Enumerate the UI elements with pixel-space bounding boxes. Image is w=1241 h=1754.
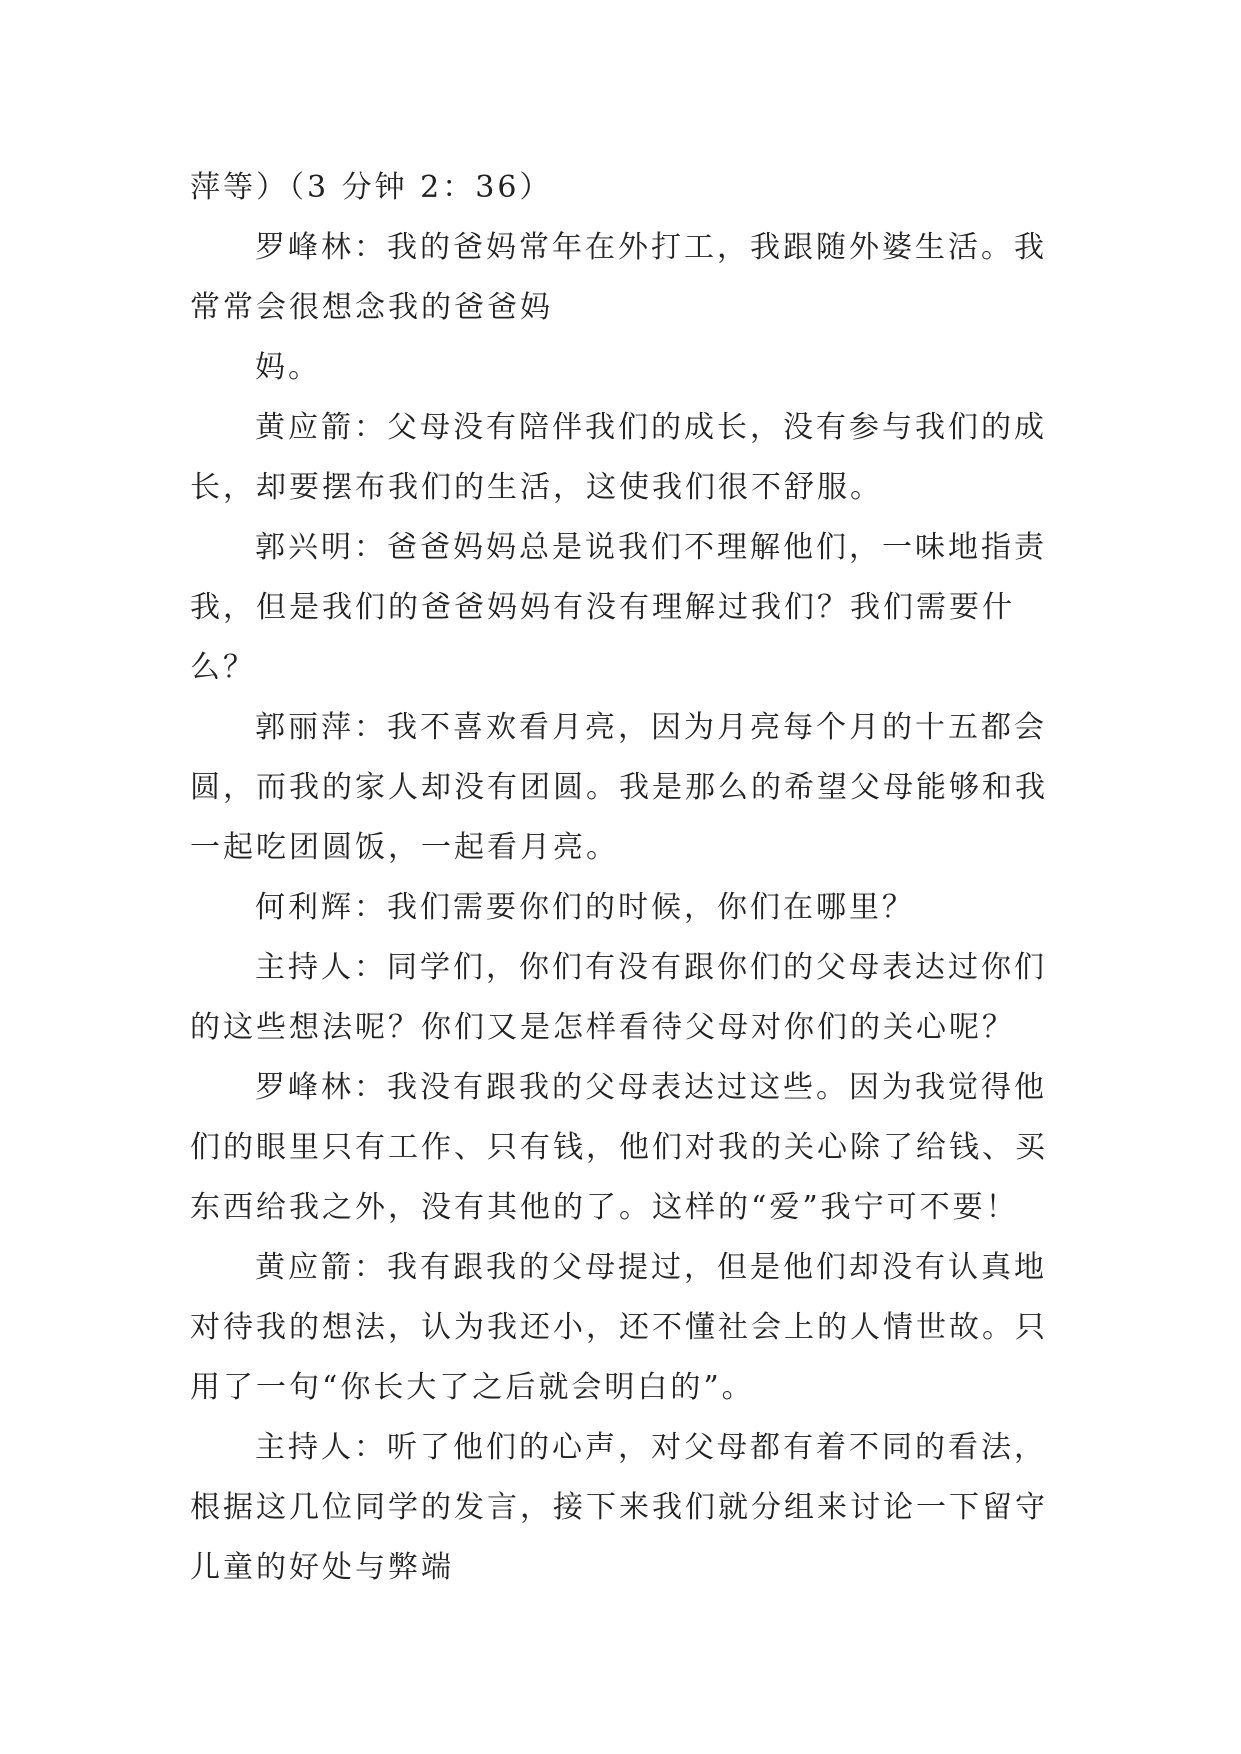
text-line: 郭兴明：爸爸妈妈总是说我们不理解他们，一味地指责 [255, 530, 1047, 565]
text-line: 用了一句“你长大了之后就会明白的”。 [190, 1370, 755, 1405]
text-line: 妈。 [255, 350, 321, 385]
text-line: 主持人：同学们，你们有没有跟你们的父母表达过你们 [255, 950, 1047, 985]
text-line: 罗峰林：我没有跟我的父母表达过这些。因为我觉得他 [255, 1070, 1047, 1105]
text-line: 的这些想法呢？你们又是怎样看待父母对你们的关心呢？ [190, 1010, 1015, 1045]
document-body [190, 158, 1050, 1598]
text-line: 东西给我之外，没有其他的了。这样的“爱”我宁可不要！ [190, 1190, 1019, 1225]
text-line: 萍等）（3 分钟 2：36） [190, 170, 553, 205]
text-line: 圆，而我的家人却没有团圆。我是那么的希望父母能够和我 [190, 770, 1048, 805]
text-line: 黄应箭：父母没有陪伴我们的成长，没有参与我们的成 [255, 410, 1047, 445]
text-line: 长，却要摆布我们的生活，这使我们很不舒服。 [190, 470, 883, 505]
text-line: 常常会很想念我的爸爸妈 [190, 290, 553, 325]
text-line: 儿童的好处与弊端 [190, 1550, 454, 1585]
text-line: 一起吃团圆饭，一起看月亮。 [190, 830, 619, 865]
text-line: 根据这几位同学的发言，接下来我们就分组来讨论一下留守 [190, 1490, 1048, 1525]
text-line: 郭丽萍：我不喜欢看月亮，因为月亮每个月的十五都会 [255, 710, 1047, 745]
text-line: 主持人：听了他们的心声，对父母都有着不同的看法， [255, 1430, 1047, 1465]
text-line: 何利辉：我们需要你们的时候，你们在哪里？ [255, 890, 915, 925]
text-line: 么？ [190, 650, 256, 685]
text-line: 罗峰林：我的爸妈常年在外打工，我跟随外婆生活。我 [255, 230, 1047, 265]
text-line: 对待我的想法，认为我还小，还不懂社会上的人情世故。只 [190, 1310, 1048, 1345]
text-line: 黄应箭：我有跟我的父母提过，但是他们却没有认真地 [255, 1250, 1047, 1285]
text-line: 我，但是我们的爸爸妈妈有没有理解过我们？我们需要什 [190, 590, 1015, 625]
text-line: 们的眼里只有工作、只有钱，他们对我的关心除了给钱、买 [190, 1130, 1048, 1165]
